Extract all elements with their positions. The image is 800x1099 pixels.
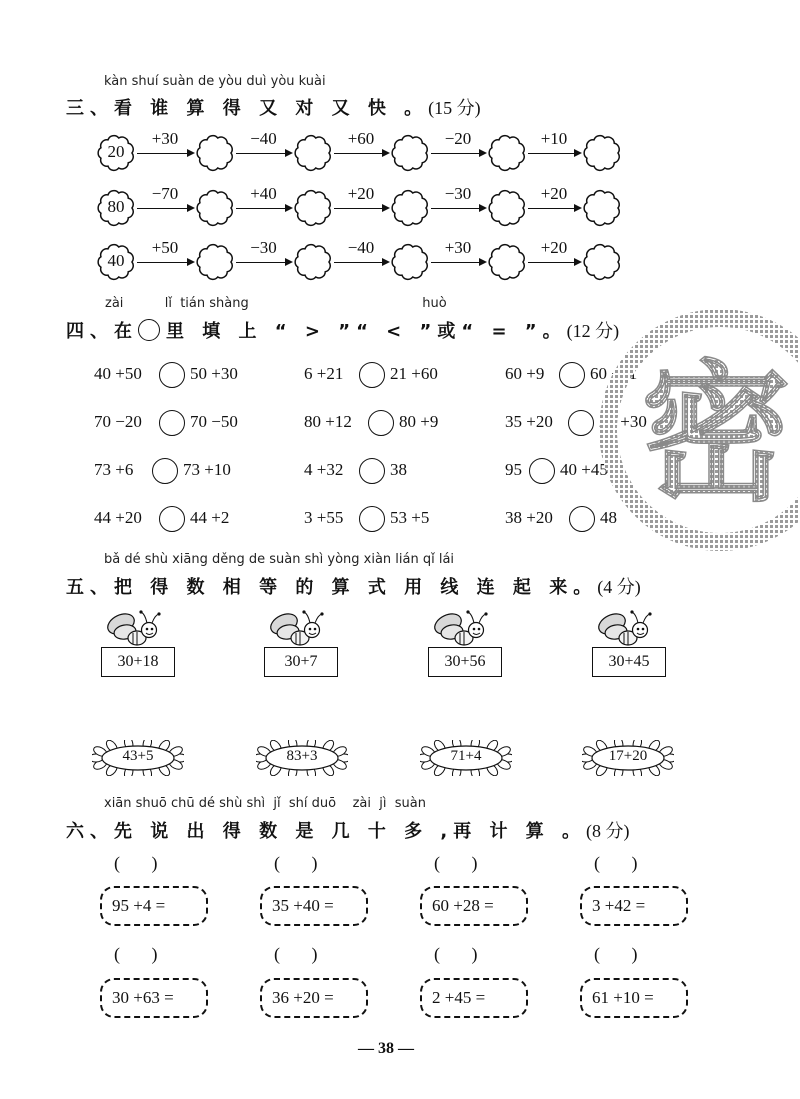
chain-answer-blank[interactable]: [394, 248, 426, 276]
compare-left-expr: 95: [505, 460, 522, 479]
section4-score: (12 分): [566, 321, 620, 341]
compare-right-expr: 21 +60: [390, 364, 438, 383]
chain-operation: +30: [444, 238, 472, 257]
chain-answer-blank[interactable]: [297, 139, 329, 167]
calc-expression-box[interactable]: 36 +20 =: [260, 978, 368, 1018]
chain-operation: +40: [250, 184, 277, 203]
compare-answer-circle[interactable]: [368, 410, 394, 436]
heading-circle-icon: [138, 319, 160, 341]
section5-heading-text: 五、把 得 数 相 等 的 算 式 用 线 连 起 来。: [66, 577, 598, 598]
compare-right-expr: 50 +30: [190, 364, 238, 383]
chain-answer-blank[interactable]: [297, 248, 329, 276]
bee-icon: [594, 606, 654, 650]
calc-expression-box[interactable]: 95 +4 =: [100, 886, 208, 926]
chain-answer-blank[interactable]: [297, 194, 329, 222]
compare-answer-circle[interactable]: [569, 506, 595, 532]
chain-answer-blank[interactable]: [394, 194, 426, 222]
arrow-icon: [137, 153, 193, 154]
chain-operation: +10: [540, 129, 568, 148]
compare-answer-circle[interactable]: [559, 362, 585, 388]
chain-answer-blank[interactable]: [394, 139, 426, 167]
estimate-paren-blank[interactable]: ( ): [274, 853, 318, 873]
section5-pinyin: bǎ dé shù xiāng děng de suàn shì yòng xiàn lián qǐ lái: [104, 552, 455, 567]
chain-answer-blank[interactable]: [199, 248, 231, 276]
compare-right-expr: 60 +11: [590, 364, 638, 383]
compare-right-expr: 38: [390, 460, 407, 479]
match-bottom-expr[interactable]: 43+5: [122, 748, 154, 764]
compare-left-expr: 6 +21: [304, 364, 344, 383]
confidential-stamp: [600, 300, 800, 560]
estimate-paren-blank[interactable]: ( ): [594, 853, 638, 873]
chain-operation: −30: [444, 184, 472, 203]
stamp-char: 密: [640, 348, 792, 522]
match-bottom-expr[interactable]: 71+4: [450, 748, 482, 764]
match-top-box[interactable]: 30+7: [264, 647, 338, 677]
section4-heading-text-a: 四、在: [66, 321, 138, 342]
arrow-icon: [137, 208, 193, 209]
calc-expression-box[interactable]: 60 +28 =: [420, 886, 528, 926]
arrow-icon: [334, 262, 388, 263]
section5-score: (4 分): [597, 577, 641, 597]
compare-left-expr: 40 +50: [94, 364, 142, 383]
estimate-paren-blank[interactable]: ( ): [434, 853, 478, 873]
compare-right-expr: 40 +45: [560, 460, 608, 479]
compare-answer-circle[interactable]: [359, 458, 385, 484]
chain-answer-blank[interactable]: [586, 248, 618, 276]
bee-icon: [103, 606, 163, 650]
chain-operation: −70: [151, 184, 179, 203]
arrow-icon: [431, 262, 485, 263]
compare-right-expr: 73 +10: [183, 460, 231, 479]
match-top-box[interactable]: 30+45: [592, 647, 666, 677]
compare-left-expr: 70 −20: [94, 412, 142, 431]
compare-right-expr: 48: [600, 508, 617, 527]
chain-operation: +60: [347, 129, 375, 148]
section6-pinyin: xiān shuō chū dé shù shì jǐ shí duō zài jì suàn: [104, 796, 426, 811]
arrow-icon: [236, 208, 291, 209]
arrow-icon: [431, 208, 485, 209]
compare-left-expr: 3 +55: [304, 508, 344, 527]
arrow-icon: [334, 208, 388, 209]
chain-answer-blank[interactable]: [586, 139, 618, 167]
section6-heading-text: 六、先 说 出 得 数 是 几 十 多 ,再 计 算 。: [66, 821, 587, 842]
arrow-icon: [528, 262, 580, 263]
chain-answer-blank[interactable]: [586, 194, 618, 222]
chain-operation: −40: [250, 129, 277, 148]
compare-answer-circle[interactable]: [152, 458, 178, 484]
compare-answer-circle[interactable]: [159, 362, 185, 388]
section6-score: (8 分): [586, 821, 630, 841]
match-top-box[interactable]: 30+56: [428, 647, 502, 677]
chain-operation: +20: [347, 184, 375, 203]
section4-heading: [66, 317, 619, 343]
section5-heading: [66, 573, 641, 599]
compare-right-expr: 44 +2: [190, 508, 230, 527]
arrow-icon: [137, 262, 193, 263]
calc-expression-box[interactable]: 3 +42 =: [580, 886, 688, 926]
compare-right-expr: 53 +5: [390, 508, 430, 527]
chain-answer-blank[interactable]: [491, 248, 523, 276]
arrow-icon: [236, 262, 291, 263]
section3-heading: [66, 94, 481, 120]
compare-answer-circle[interactable]: [568, 410, 594, 436]
compare-answer-circle[interactable]: [159, 506, 185, 532]
match-top-box[interactable]: 30+18: [101, 647, 175, 677]
page-number: — 38 —: [358, 1040, 414, 1057]
estimate-paren-blank[interactable]: ( ): [114, 944, 158, 964]
calc-expression-box[interactable]: 2 +45 =: [420, 978, 528, 1018]
estimate-paren-blank[interactable]: ( ): [274, 944, 318, 964]
section3-heading-text: 三、看 谁 算 得 又 对 又 快 。: [66, 98, 429, 119]
compare-right-expr: 70 −50: [190, 412, 238, 431]
chain-operation: −40: [347, 238, 375, 257]
calc-expression-box[interactable]: 35 +40 =: [260, 886, 368, 926]
compare-answer-circle[interactable]: [359, 506, 385, 532]
estimate-paren-blank[interactable]: ( ): [594, 944, 638, 964]
chain-operation: −30: [250, 238, 277, 257]
compare-answer-circle[interactable]: [159, 410, 185, 436]
match-bottom-expr[interactable]: 83+3: [286, 748, 318, 764]
arrow-icon: [236, 153, 291, 154]
compare-right-expr: 25 +30: [599, 412, 647, 431]
chain-answer-blank[interactable]: [491, 194, 523, 222]
section4-pinyin: zài lǐ tián shàng huò: [105, 296, 447, 311]
compare-answer-circle[interactable]: [529, 458, 555, 484]
arrow-icon: [528, 208, 580, 209]
compare-left-expr: 44 +20: [94, 508, 142, 527]
arrow-icon: [431, 153, 485, 154]
arrow-icon: [334, 153, 388, 154]
calc-expression-box[interactable]: 30 +63 =: [100, 978, 208, 1018]
chain-start-value: 20: [107, 142, 125, 161]
estimate-paren-blank[interactable]: ( ): [434, 944, 478, 964]
compare-left-expr: 60 +9: [505, 364, 545, 383]
chain-start-value: 80: [107, 197, 125, 216]
calc-expression-box[interactable]: 61 +10 =: [580, 978, 688, 1018]
section6-heading: [66, 817, 630, 843]
compare-left-expr: 4 +32: [304, 460, 344, 479]
chain-answer-blank[interactable]: [491, 139, 523, 167]
section4-heading-text-b: 里 填 上 “ > ”“ < ”或“ = ”。: [166, 321, 567, 342]
compare-left-expr: 38 +20: [505, 508, 553, 527]
section3-score: (15 分): [428, 98, 481, 118]
chain-operation: +30: [151, 129, 179, 148]
match-bottom-expr[interactable]: 17+20: [608, 748, 648, 764]
bee-icon: [430, 606, 490, 650]
arrow-icon: [528, 153, 580, 154]
chain-answer-blank[interactable]: [199, 139, 231, 167]
compare-left-expr: 35 +20: [505, 412, 553, 431]
chain-start-value: 40: [107, 251, 125, 270]
chain-operation: −20: [444, 129, 472, 148]
section3-pinyin: kàn shuí suàn de yòu duì yòu kuài: [104, 74, 326, 89]
compare-left-expr: 73 +6: [94, 460, 134, 479]
compare-right-expr: 80 +9: [399, 412, 439, 431]
compare-left-expr: 80 +12: [304, 412, 352, 431]
bee-icon: [266, 606, 326, 650]
chain-operation: +20: [540, 184, 568, 203]
chain-answer-blank[interactable]: [199, 194, 231, 222]
chain-operation: +20: [540, 238, 568, 257]
compare-answer-circle[interactable]: [359, 362, 385, 388]
estimate-paren-blank[interactable]: ( ): [114, 853, 158, 873]
chain-operation: +50: [151, 238, 179, 257]
